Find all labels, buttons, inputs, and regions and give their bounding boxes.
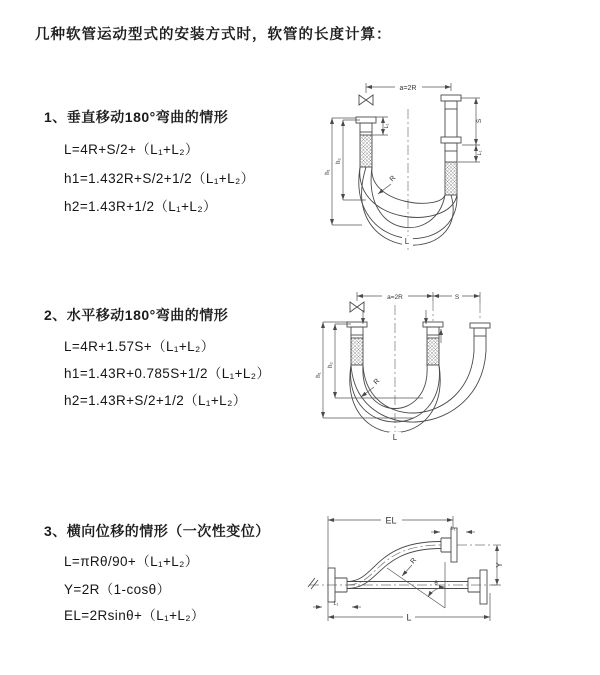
section1-heading: 1、垂直移动180°弯曲的情形	[44, 109, 229, 125]
formula: h1=1.43R+0.785S+1/2（L₁+L₂）	[64, 366, 271, 381]
valve-icon	[359, 95, 373, 105]
right-pipe	[441, 95, 461, 195]
dim-label-h2: h₂	[336, 158, 342, 164]
dim-label-y: Y	[495, 562, 504, 568]
dim-label-h2: h₂	[328, 362, 334, 368]
dimension-lines	[313, 516, 501, 621]
middle-pipe	[423, 322, 443, 365]
formula: L=4R+S/2+（L₁+L₂）	[64, 142, 199, 157]
dim-label-theta: θ	[434, 581, 438, 587]
dim-label-el: EL	[385, 515, 397, 526]
dim-label-fitting: L₁	[477, 150, 483, 156]
break-mark	[308, 578, 318, 589]
formula: EL=2Rsinθ+（L₁+L₂）	[64, 608, 205, 623]
left-pipe	[347, 322, 367, 365]
dim-label-length: L	[406, 612, 412, 623]
left-pipe	[356, 117, 376, 167]
dim-label-stroke: S	[476, 118, 483, 124]
hose-loops	[350, 351, 486, 433]
dimension-lines	[332, 83, 480, 225]
section3-heading: 3、横向位移的情形（一次性变位）	[44, 523, 270, 539]
valve-icon	[350, 302, 364, 312]
formula: Y=2R（1-cosθ）	[64, 582, 171, 597]
dim-label-length: L	[404, 237, 410, 246]
hose	[347, 542, 468, 589]
formula: h1=1.432R+S/2+1/2（L₁+L₂）	[64, 171, 255, 186]
page-title: 几种软管运动型式的安装方式时，软管的长度计算：	[35, 27, 392, 43]
diagram-vertical-move-180	[318, 73, 588, 258]
dim-label-stroke: S	[454, 294, 460, 301]
section2-heading: 2、水平移动180°弯曲的情形	[44, 307, 229, 323]
dim-label-fitting-left: L₁	[333, 601, 339, 607]
dim-label-fitting-left: L₁	[384, 123, 390, 129]
dim-label-radius: R	[409, 556, 419, 566]
dimension-lines	[323, 292, 480, 418]
dim-label-h1: h₁	[316, 372, 322, 378]
dim-label-span: a=2R	[387, 294, 403, 301]
right-pipe	[470, 323, 490, 351]
formula: h2=1.43R+S/2+1/2（L₁+L₂）	[64, 393, 247, 408]
dim-label-fitting-top: L₁	[450, 526, 456, 532]
dim-label-h1: h₁	[325, 169, 331, 175]
dim-label-span: a=2R	[399, 85, 417, 92]
right-flange	[468, 570, 487, 604]
diagram-lateral-displacement	[305, 505, 600, 650]
dim-label-length: L	[392, 433, 398, 442]
dim-label-radius: R	[372, 377, 382, 387]
diagram-horizontal-move-180	[313, 283, 600, 453]
formula: h2=1.43R+1/2（L₁+L₂）	[64, 199, 217, 214]
formula: L=πRθ/90+（L₁+L₂）	[64, 554, 199, 569]
upper-right-flange	[441, 528, 457, 562]
formula: L=4R+1.57S+（L₁+L₂）	[64, 339, 215, 354]
dim-label-radius: R	[388, 174, 398, 184]
